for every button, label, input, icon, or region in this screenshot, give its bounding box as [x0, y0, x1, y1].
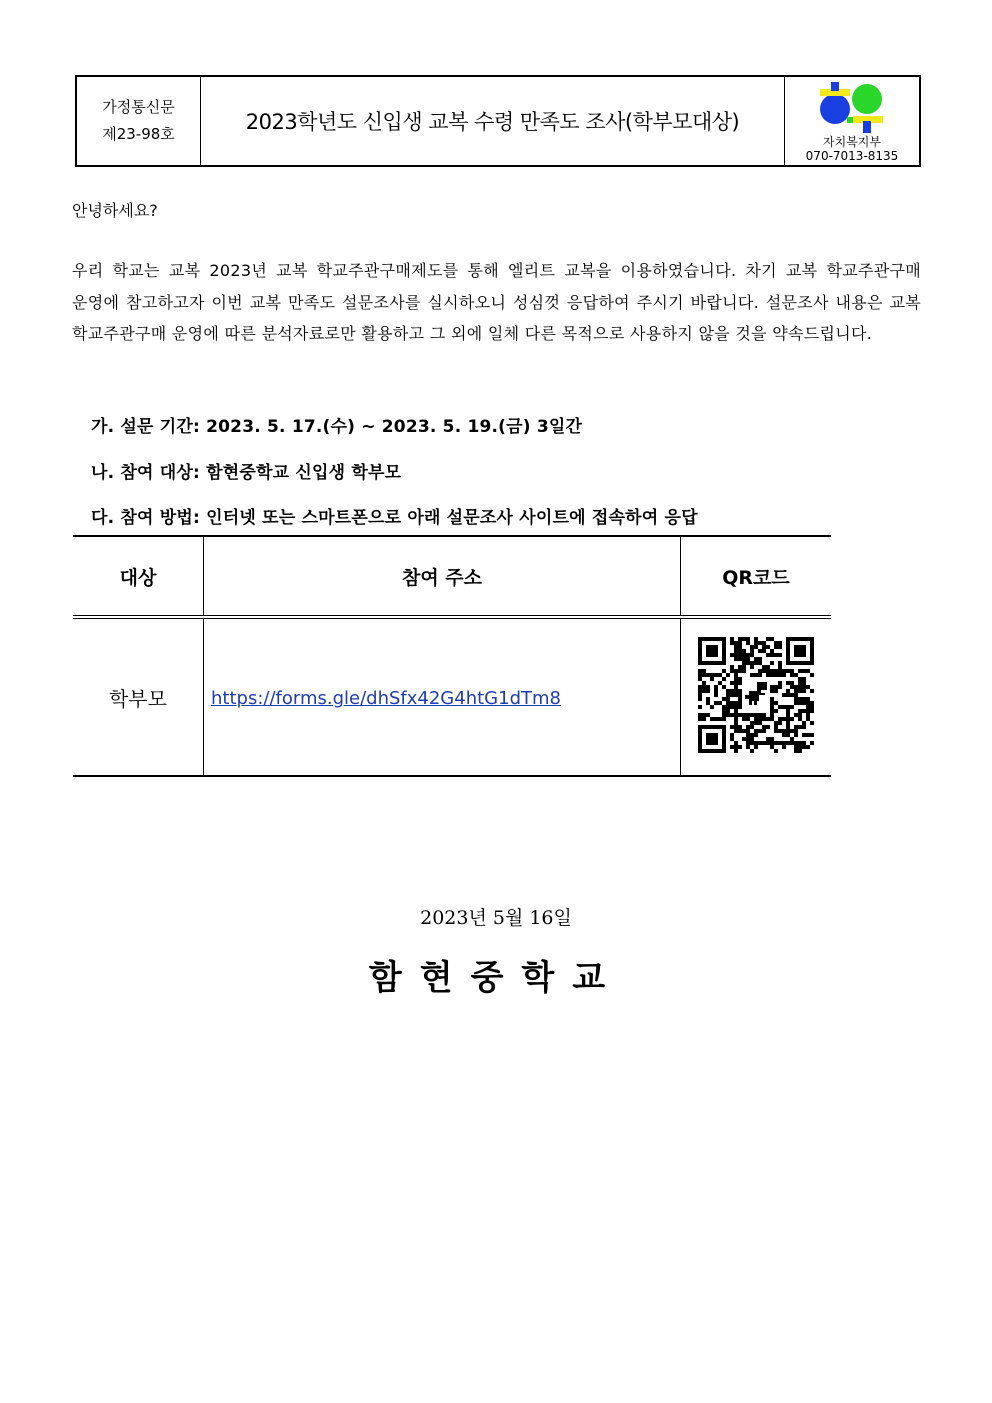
table-header-row	[73, 536, 831, 617]
col-url-header: 참여 주소	[204, 536, 681, 617]
doc-type: 가정통신문	[102, 98, 175, 116]
qr-cell	[681, 617, 832, 776]
target-cell: 학부모	[73, 617, 204, 776]
document-header	[75, 75, 921, 167]
school-logo-block	[785, 77, 919, 165]
school-logo-icon	[817, 79, 887, 135]
doc-info	[77, 77, 201, 165]
col-target-header: 대상	[73, 536, 204, 617]
qr-code-icon[interactable]	[697, 636, 815, 754]
survey-target: 나. 참여 대상: 함현중학교 신입생 학부모	[91, 463, 402, 483]
doc-number: 제23-98호	[102, 125, 175, 143]
survey-method: 다. 참여 방법: 인터넷 또는 스마트폰으로 아래 설문조사 사이트에 접속하여 응답	[91, 508, 698, 528]
survey-link[interactable]: https://forms.gle/dhSfx42G4htG1dTm8	[211, 688, 561, 709]
intro-paragraph: 우리 학교는 교복 2023년 교복 학교주관구매제도를 통해 엘리트 교복을 이용하였습니다. 차기 교복 학교주관구매 운영에 참고하고자 이번 교복 만족도 설문조사를 실시하오니 성심껏 응답하여 주시기 바랍니다. 설문조사 내용은 교복 학교주관구매 운영에 따른 분석자료로만 활용하고 그 외에 일체 다른 목적으로 사용하지 않을 것을 약속드립니다.	[72, 261, 921, 343]
table-row	[73, 617, 831, 776]
survey-table	[73, 535, 831, 777]
issue-date: 2023년 5월 16일	[420, 907, 572, 929]
dept-label: 자치복지부	[823, 135, 881, 149]
survey-period: 가. 설문 기간: 2023. 5. 17.(수) ~ 2023. 5. 19.(금) 3일간	[91, 417, 583, 437]
school-name: 함현중학교	[368, 958, 624, 998]
phone-label: 070-7013-8135	[805, 149, 899, 163]
url-cell	[204, 617, 681, 776]
col-qr-header: QR코드	[681, 536, 832, 617]
page-title: 2023학년도 신입생 교복 수령 만족도 조사(학부모대상)	[201, 77, 785, 165]
dino-icon	[745, 682, 767, 705]
greeting: 안녕하세요?	[72, 201, 158, 220]
